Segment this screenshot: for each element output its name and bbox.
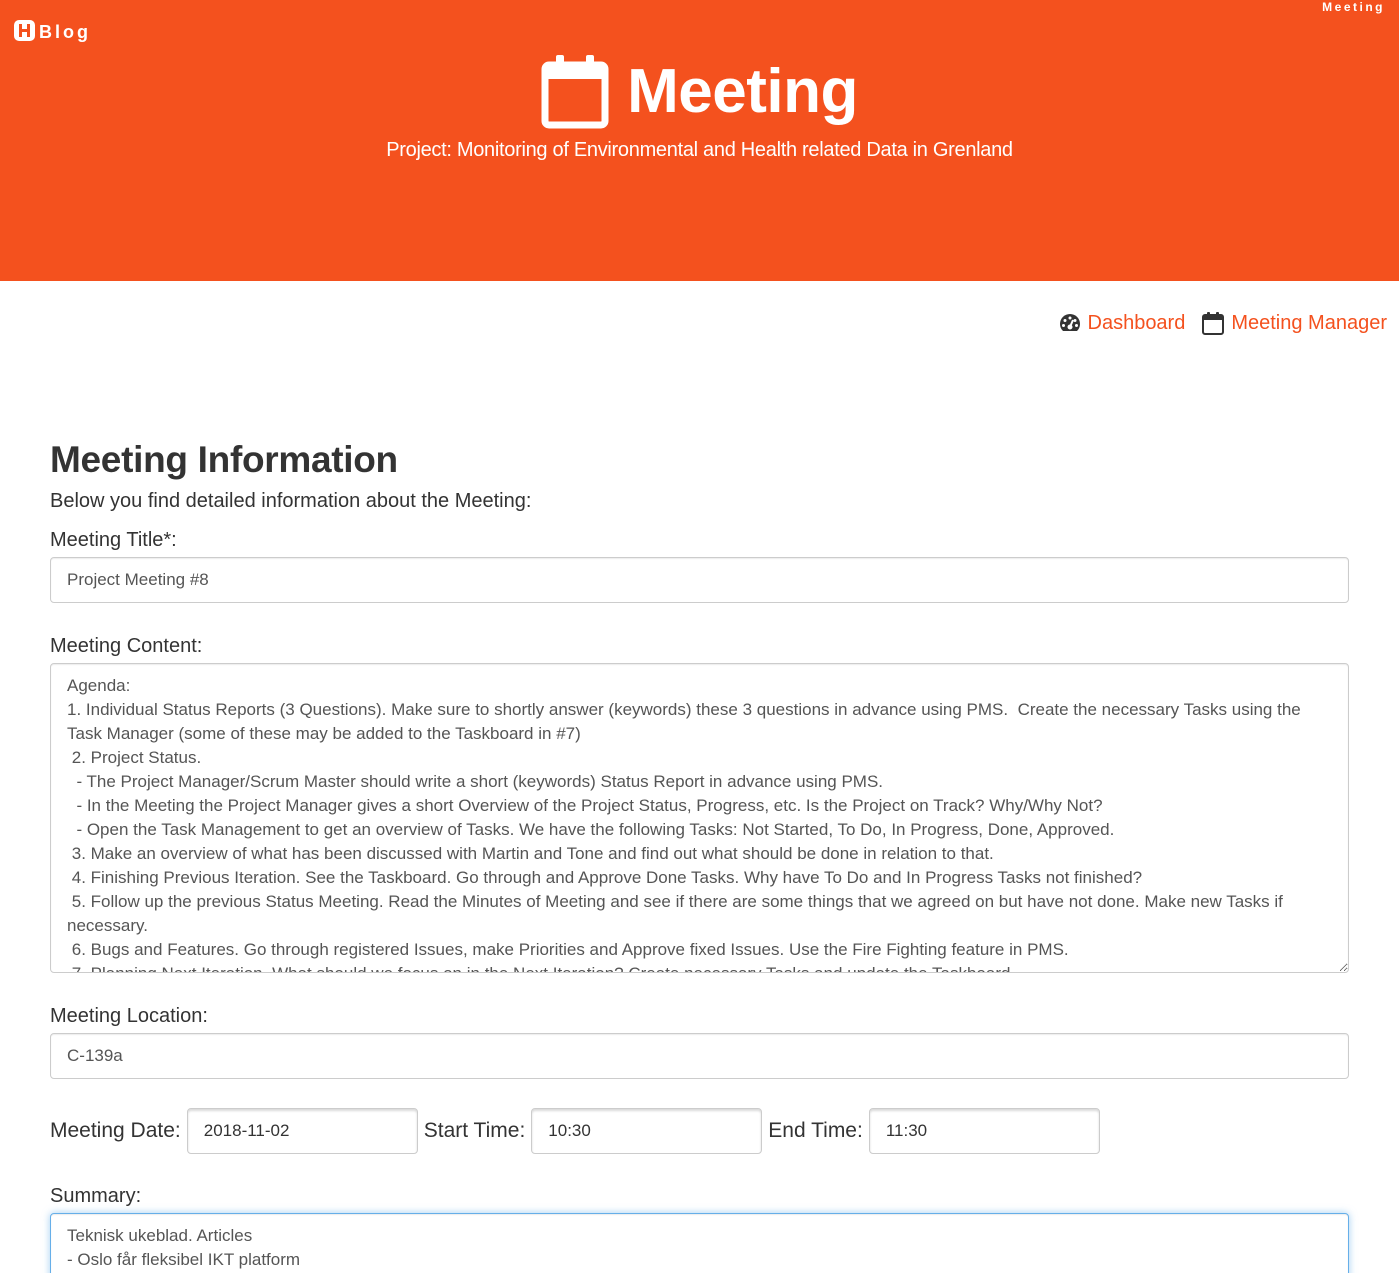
summary-group — [50, 1185, 1349, 1273]
corner-page-label: Meeting — [1322, 0, 1385, 14]
dashboard-gauge-icon — [1058, 311, 1082, 335]
start-time-label: Start Time: — [423, 1119, 526, 1142]
meeting-info-section — [50, 438, 1349, 1273]
meeting-title-label: Meeting Title*: — [50, 529, 177, 551]
dashboard-link[interactable] — [1058, 311, 1186, 335]
summary-textarea[interactable] — [50, 1213, 1349, 1273]
header-banner — [0, 0, 1399, 281]
date-time-row — [50, 1108, 1349, 1154]
summary-label: Summary: — [50, 1185, 142, 1207]
dashboard-label: Dashboard — [1087, 311, 1186, 334]
meeting-title-input[interactable] — [50, 557, 1349, 603]
meeting-location-input[interactable] — [50, 1033, 1349, 1079]
location-group — [50, 1005, 1349, 1079]
brand-text: Blog — [39, 22, 91, 42]
project-subtitle: Project: Monitoring of Environmental and Health related Data in Grenland — [386, 139, 1013, 161]
calendar-icon — [541, 55, 609, 129]
end-time-input[interactable] — [869, 1108, 1100, 1154]
meeting-date-label: Meeting Date: — [50, 1119, 181, 1142]
meeting-content-label: Meeting Content: — [50, 635, 203, 657]
top-nav — [1042, 311, 1388, 335]
title-group — [50, 529, 1349, 603]
meeting-manager-link[interactable] — [1201, 311, 1387, 335]
intro-text: Below you find detailed information about the Meeting: — [50, 490, 532, 512]
brand-link[interactable] — [14, 17, 91, 43]
h-logo-icon — [14, 20, 35, 41]
page-title: Meeting — [627, 57, 858, 126]
content-group — [50, 635, 1349, 973]
meeting-content-textarea[interactable] — [50, 663, 1349, 973]
meeting-manager-label: Meeting Manager — [1231, 311, 1387, 334]
start-time-input[interactable] — [531, 1108, 762, 1154]
section-heading: Meeting Information — [50, 439, 398, 480]
hero — [0, 52, 1399, 132]
calendar-icon — [1201, 311, 1225, 335]
end-time-label: End Time: — [768, 1119, 863, 1142]
meeting-location-label: Meeting Location: — [50, 1005, 208, 1027]
meeting-date-input[interactable] — [187, 1108, 418, 1154]
